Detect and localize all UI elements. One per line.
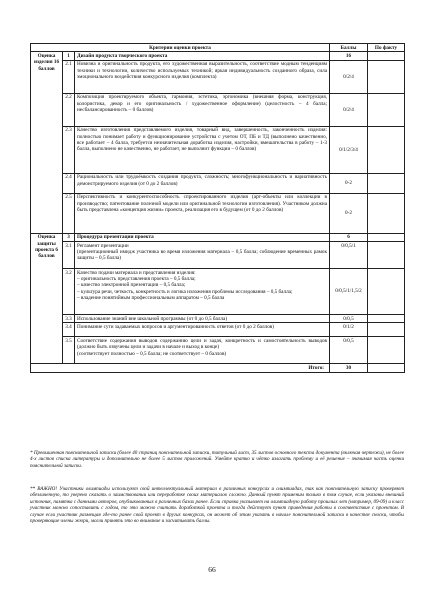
fact-cell xyxy=(368,126,405,173)
points-header: Баллы xyxy=(330,44,368,52)
criteria-number: 3.3 xyxy=(63,315,75,323)
criteria-text: Новизна и оригинальность продукта, его художественная выразительность, соответствие модным тенденциям техники и технологии, количество используемых техникой; яркая индивидуальность созданного образа, сила эмоционального воздействия конкурсного изделия (комплекта) xyxy=(75,60,330,93)
fact-cell xyxy=(368,315,405,323)
page-number: 66 xyxy=(208,565,216,574)
criteria-row xyxy=(31,337,405,364)
criteria-row xyxy=(31,269,405,315)
criteria-points: 0/0,5/1 xyxy=(330,242,368,269)
criteria-number: 2.3 xyxy=(63,126,75,173)
criteria-number: 3.2 xyxy=(63,269,75,315)
criteria-text: Рациональность или трудоёмкость создания продукта, сложность; многофункциональность и вариативность демонстрируемого изделия (от 0 до 2 баллов) xyxy=(75,173,330,193)
section-title: Процедура презентации проекта xyxy=(75,233,330,241)
fact-cell xyxy=(368,60,405,93)
criteria-row xyxy=(31,173,405,193)
criteria-points: 0/0,5/1/1,5/2 xyxy=(330,269,368,315)
criteria-text: Перспективность и конкурентоспособность спроектированного изделия (арт-объекты или коллекции в производство; патентование полезной модели или оригинальной технологии изготовления). Участником должна быть представлена «концепция жизни» проекта, реализация его в будущем (от 0 до 2 баллов) xyxy=(75,193,330,233)
fact-cell xyxy=(368,193,405,233)
fact-cell xyxy=(368,173,405,193)
criteria-text: Понимание сути задаваемых вопросов и аргументированность ответов (от 0 до 2 баллов) xyxy=(75,323,330,337)
criteria-points: 0/2/4 xyxy=(330,60,368,93)
footnote-2: ** ВАЖНО! Участники олимпиады используют свой интеллектуальный материал в различных конкурсах и олимпиадах, так как пояснительную записку проверяют обезличенную, то уверено сказать о заимствовании или переработке своих материалов сложно. Данный пункт применим только в том случае, если указаны внешний источник, памятка с данными авторов, опубликованных в различных базах ранее. Если справка указывает на олимпиадную работу прошлых лет (например, 09-09) и класс участник можно сопоставить с годом, то это можно считать доработкой проекта и тогда действует пункт приведения работы в соответствие с проектом. В случае если участник размещая где-то ранее свой проект в других конкурсах, он может об этом указать в начале пояснительной записки в качестве сноски, чтобы проверяющие члены жюри, могли принять это во внимание и засчитывать баллы. xyxy=(30,486,404,525)
fact-header: По факту xyxy=(368,44,405,52)
fact-cell xyxy=(368,242,405,269)
section-title: Дизайн продукта творческого проекта xyxy=(75,52,330,60)
criteria-number: 2.4 xyxy=(63,173,75,193)
footnote-1: * Превышенная пояснительной записки (более 40 страниц пояснительной записки, титульный лист, 35 листов основного текста документа (включая чертежи), не более 4-х листов списка литературы и дополнительно не более 5 листов приложений. Умейте кратко и чётко излагать проблему и её решение – значимая часть оценки пояснительной записки. xyxy=(30,450,404,469)
criteria-text: Композиция проектируемого объекта, гармония, эстетика, эргономика (внешняя форма, конструкция, колористика, декор и его оригинальность / художественное оформление) (целостность – 4 балла; несбалансированность – 0 баллов) xyxy=(75,93,330,126)
criteria-text: Регламент презентации (презентационный имидж участника во время изложения материала – 0,5 балла; соблюдение временных рамок защиты – 0,5 балла) xyxy=(75,242,330,269)
section-points: 16 xyxy=(330,52,368,60)
criteria-number: 3.4 xyxy=(63,323,75,337)
fact-cell xyxy=(368,233,405,241)
criteria-points: 0/1/2/3/4 xyxy=(330,126,368,173)
criteria-number: 2.2 xyxy=(63,93,75,126)
criteria-row xyxy=(31,315,405,323)
criteria-row xyxy=(31,60,405,93)
section-points: 6 xyxy=(330,233,368,241)
section-title-row xyxy=(31,233,405,241)
criteria-text: Соответствие содержания выводов содержанию цели и задач, конкретность и самостоятельность выводов (должно быть озвучены цели и задачи в начале и выход в конце) (соответствует полностью – 0,5 балла; не соответствует – 0 баллов) xyxy=(75,337,330,364)
section-label: Оценка изделия 16 баллов xyxy=(31,52,63,233)
criteria-number: 2.5 xyxy=(63,193,75,233)
criteria-number: 2.1 xyxy=(63,60,75,93)
criteria-points: 0/0,5 xyxy=(330,315,368,323)
total-value: 30 xyxy=(330,364,368,372)
fact-cell xyxy=(368,93,405,126)
criteria-table xyxy=(30,43,405,373)
total-row xyxy=(31,364,405,372)
criteria-points: 0/2/4 xyxy=(330,93,368,126)
criteria-text: Качество изготовления представляемого изделия, товарный вид, завершенность, законченность изделия: полностью понимает работу и функционирование устройства с учетом ОТ, ПБ и ТД (выполнено качественно, все работает – 4 балла, требуется незначительная доработка изделия, настройки, вмешательства в работу – 1-3 балла, выполнено не качественно, не работает, не выполнит функции – 0 баллов) xyxy=(75,126,330,173)
fact-cell xyxy=(368,52,405,60)
fact-cell xyxy=(368,323,405,337)
criteria-points: 0-2 xyxy=(330,173,368,193)
criteria-row xyxy=(31,242,405,269)
section-number: 3 xyxy=(63,233,75,241)
section-label: Оценка защиты проекта 6 баллов xyxy=(31,233,63,364)
criteria-points: 0/1/2 xyxy=(330,323,368,337)
criteria-text: Качество подачи материала и представления изделия: – оригинальность представления проекта – 0,5 балла; – качество электронной презентации – 0,5 балла; – культура речи, четкость, конкретность и логика изложения проблемы исследования – 0,5 балла; – владение понятийным профессиональным аппаратом – 0,5 балла xyxy=(75,269,330,315)
criteria-row xyxy=(31,323,405,337)
criteria-points: 0-2 xyxy=(330,193,368,233)
section-number: 1 xyxy=(63,52,75,60)
total-label: Итого: xyxy=(31,364,330,372)
criteria-row xyxy=(31,93,405,126)
criteria-row xyxy=(31,193,405,233)
fact-cell xyxy=(368,364,405,372)
criteria-text: Использование знаний вне школьной программы (от 0 до 0,5 балла) xyxy=(75,315,330,323)
criteria-number: 3.5 xyxy=(63,337,75,364)
table-header-row xyxy=(31,44,405,52)
criteria-number: 3.1 xyxy=(63,242,75,269)
fact-cell xyxy=(368,337,405,364)
criteria-points: 0/0,5 xyxy=(330,337,368,364)
section-title-row xyxy=(31,52,405,60)
criteria-header: Критерии оценки проекта xyxy=(31,44,330,52)
fact-cell xyxy=(368,269,405,315)
criteria-row xyxy=(31,126,405,173)
